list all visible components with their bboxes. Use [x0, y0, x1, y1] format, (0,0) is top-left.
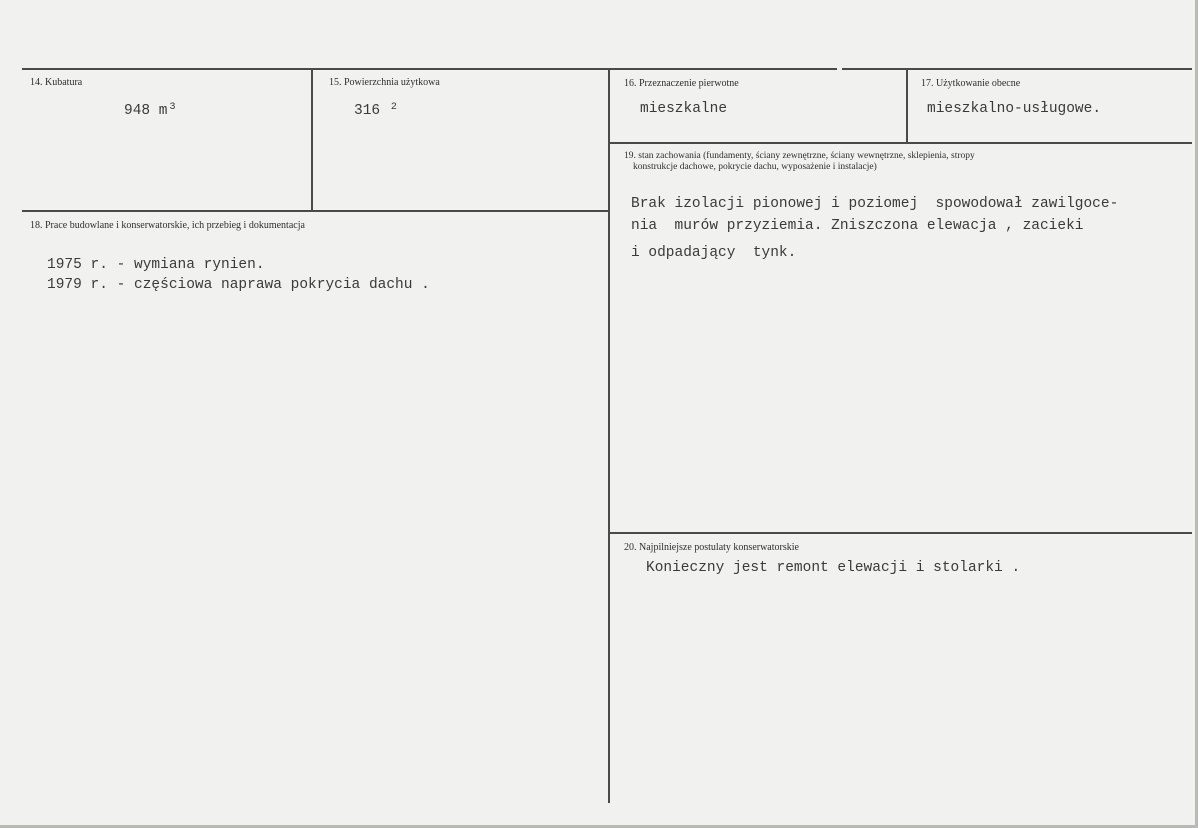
field-17-value: mieszkalno-usługowe. — [927, 101, 1102, 117]
divider-main — [608, 70, 610, 803]
top-rule-right — [842, 68, 1192, 70]
field-15-label: 15. Powierzchnia użytkowa — [329, 77, 440, 88]
field-20-line-1: Konieczny jest remont elewacji i stolarki . — [646, 560, 1021, 576]
field-20-label: 20. Najpilniejsze postulaty konserwatorskie — [624, 542, 799, 553]
field-15-value — [354, 101, 397, 122]
rule-under-16-17 — [610, 142, 1192, 144]
rule-under-14-15 — [22, 210, 610, 212]
volume-exponent: 3 — [169, 102, 176, 113]
divider-16-17 — [906, 70, 908, 142]
top-rule-left — [22, 68, 837, 70]
field-19-line-3: i odpadający tynk. — [631, 245, 797, 261]
field-19-label-line-1: 19. stan zachowania (fundamenty, ściany zewnętrzne, ściany wewnętrzne, sklepienia, stropy — [624, 151, 975, 161]
field-19-label-line-2: konstrukcje dachowe, pokrycie dachu, wyposażenie i instalacje) — [633, 162, 877, 172]
field-19-line-1: Brak izolacji pionowej i poziomej spowodował zawilgoce- — [631, 196, 1119, 212]
area-number: 316 — [354, 103, 381, 119]
field-16-label: 16. Przeznaczenie pierwotne — [624, 78, 739, 89]
area-exponent: 2 — [390, 102, 397, 113]
divider-14-15 — [311, 70, 313, 210]
field-16-value: mieszkalne — [640, 101, 728, 117]
field-18-line-2: 1979 r. - częściowa naprawa pokrycia dachu . — [47, 277, 430, 293]
field-18-line-1: 1975 r. - wymiana rynien. — [47, 257, 265, 273]
field-14-value — [124, 101, 176, 122]
field-18-label: 18. Prace budowlane i konserwatorskie, ich przebieg i dokumentacja — [30, 220, 305, 231]
rule-under-19 — [610, 532, 1192, 534]
volume-number: 948 m — [124, 103, 168, 119]
field-17-label: 17. Użytkowanie obecne — [921, 78, 1021, 89]
field-19-line-2: nia murów przyziemia. Zniszczona elewacja , zacieki — [631, 218, 1084, 234]
field-14-label: 14. Kubatura — [30, 77, 83, 88]
